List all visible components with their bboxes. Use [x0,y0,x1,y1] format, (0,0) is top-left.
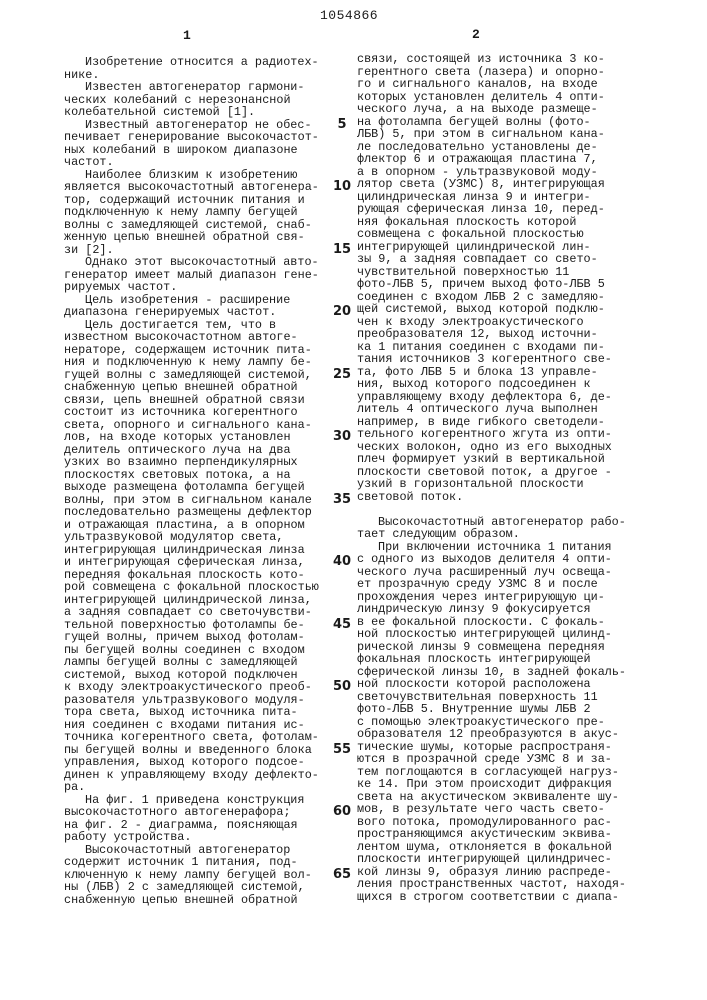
text-line: лентом шума, отклоняется в фокальной [357,841,667,854]
text-line: разователя ультразвукового модуля- [64,694,328,707]
text-line: точника когерентного света, фотолам- [64,731,328,744]
text-line: подключенную к нему лампу бегущей [64,206,328,219]
text-line: рой совмещена с фокальной плоскостью [64,581,328,594]
text-line: Цель достигается тем, что в [64,319,328,332]
text-line: системой, выход которой подключен [64,669,328,682]
line-number: 25 [331,369,353,382]
text-line: является высокочастотный автогенера- [64,181,328,194]
line-number: 65 [331,869,353,882]
text-line: частот. [64,156,328,169]
text-line: Наиболее близким к изобретению [64,169,328,182]
text-line: колебательной системой [1]. [64,106,328,119]
text-line: например, в виде гибкого светодели- [357,416,667,429]
text-line: лятор света (УЗМС) 8, интегрирующая [357,178,667,191]
text-line: фото-ЛБВ 5, причем выход фото-ЛБВ 5 [357,278,667,291]
text-line: ны (ЛБВ) 2 с замедляющей системой, [64,881,328,894]
text-line: герентного света (лазера) и опорно- [357,66,667,79]
text-line: а в опорном - ультразвуковой моду- [357,166,667,179]
text-line: щей системой, выход которой подклю- [357,303,667,316]
text-line: управляющему входу дефлектора 6, де- [357,391,667,404]
text-line: узких во взаимно перпендикулярных [64,456,328,469]
text-line: интегрирующей цилиндрической лин- [357,241,667,254]
text-line: интегрирующая цилиндрическая линза [64,544,328,557]
text-line: зы 9, а задняя совпадает со свето- [357,253,667,266]
text-line: ет прозрачную среду УЗМС 8 и после [357,578,667,591]
text-line: выходе размещена фотолампа бегущей [64,481,328,494]
text-line: последовательно размещены дефлектор [64,506,328,519]
text-line: тора света, выход источника пита- [64,706,328,719]
text-line: ле последовательно установлены де- [357,141,667,154]
text-line: соединен с входом ЛБВ 2 с замедляю- [357,291,667,304]
text-line: тор, содержащий источник питания и [64,194,328,207]
line-number: 50 [331,681,353,694]
text-line: Известный автогенератор не обес- [64,119,328,132]
text-line: на фиг. 2 - диаграмма, поясняющая [64,819,328,832]
text-line: кой линзы 9, образуя линию распреде- [357,866,667,879]
text-line: рующая сферическая линза 10, перед- [357,203,667,216]
text-line: делитель оптического луча на два [64,444,328,457]
text-line: света, опорного и сигнального кана- [64,419,328,432]
text-line: тем поглощаются в согласующей нагруз- [357,766,667,779]
text-line: интегрирующей цилиндрической линза, [64,594,328,607]
text-line: лампы бегущей волны с замедляющей [64,656,328,669]
text-line: ных колебаний в широком диапазоне [64,144,328,157]
text-line: образователя 12 преобразуются в акус- [357,728,667,741]
text-line: няя фокальная плоскость которой [357,216,667,229]
text-line: снабженную цепью внешней обратной [64,894,328,907]
text-line: зи [2]. [64,244,328,257]
text-line: с одного из выходов делителя 4 опти- [357,553,667,566]
text-line: Однако этот высокочастотный авто- [64,256,328,269]
text-line: преобразователя 12, выход источни- [357,328,667,341]
text-line: тания источников 3 когерентного све- [357,353,667,366]
text-line: плоскостях световых потока, а на [64,469,328,482]
text-line: диапазона генерируемых частот. [64,306,328,319]
text-line: флектор 6 и отражающая пластина 7, [357,153,667,166]
text-line: гущей волны с замедляющей системой, [64,369,328,382]
text-line: гущей волны, причем выход фотолам- [64,631,328,644]
text-line: рической линзы 9 совмещена передняя [357,641,667,654]
text-line: ния соединен с входами питания ис- [64,719,328,732]
text-line: которых установлен делитель 4 опти- [357,91,667,104]
line-number: 55 [331,744,353,757]
text-line: ключенную к нему лампу бегущей вол- [64,869,328,882]
text-line: ния и подключенную к нему лампу бе- [64,356,328,369]
text-line: передняя фокальная плоскость кото- [64,569,328,582]
text-line: ческих волокон, одно из его выходных [357,441,667,454]
patent-number: 1054866 [320,8,378,23]
text-line: плоскости интегрирующей цилиндричес- [357,853,667,866]
text-line: снабженную цепью внешней обратной [64,381,328,394]
text-line: ются в прозрачной среде УЗМС 8 и за- [357,753,667,766]
text-line: линдрическую линзу 9 фокусируется [357,603,667,616]
text-line: и интегрирующая сферическая линза, [64,556,328,569]
line-number: 20 [331,306,353,319]
line-number: 45 [331,619,353,632]
text-line: высокочастотного автогенерафора; [64,806,328,819]
text-line: пространяющимся акустическим эквива- [357,828,667,841]
text-line: и отражающая пластина, а в опорном [64,519,328,532]
text-line: женную цепью внешней обратной свя- [64,231,328,244]
text-line: Известен автогенератор гармони- [64,81,328,94]
text-line: тические шумы, которые распространя- [357,741,667,754]
text-line: волны с замедляющей системой, снаб- [64,219,328,232]
text-line: в ее фокальной плоскости. С фокаль- [357,616,667,629]
text-line: Цель изобретения - расширение [64,294,328,307]
text-line: печивает генерирование высокочастот- [64,131,328,144]
text-line: ной плоскости которой расположена [357,678,667,691]
text-line: пы бегущей волны и введенного блока [64,744,328,757]
text-line: на фотолампа бегущей волны (фото- [357,116,667,129]
text-line: связи, цепь внешней обратной связи [64,394,328,407]
text-line: ЛБВ) 5, при этом в сигнальном кана- [357,128,667,141]
text-line: к входу электроакустического преоб- [64,681,328,694]
text-line: содержит источник 1 питания, под- [64,856,328,869]
text-line: прохождения через интегрирующую ци- [357,591,667,604]
text-line: ультразвуковой модулятор света, [64,531,328,544]
text-line: известном высокочастотном автоге- [64,331,328,344]
text-line: ческих колебаний с нерезонансной [64,94,328,107]
text-line [357,503,667,516]
text-line: состоит из источника когерентного [64,406,328,419]
text-line: Высокочастотный автогенератор [64,844,328,857]
text-line: литель 4 оптического луча выполнен [357,403,667,416]
text-line: тельной поверхностью фотолампы бе- [64,619,328,632]
text-line: ческого луча расширенный луч освеща- [357,566,667,579]
text-line: го и сигнального каналов, на входе [357,78,667,91]
line-number: 60 [331,806,353,819]
text-line: нике. [64,69,328,82]
text-line: мов, в результате чего часть свето- [357,803,667,816]
text-line: лов, на входе которых установлен [64,431,328,444]
text-line: волны, при этом в сигнальном канале [64,494,328,507]
text-line: фото-ЛБВ 5. Внутренние шумы ЛБВ 2 [357,703,667,716]
text-line: ческого луча, а на выходе размеще- [357,103,667,116]
line-number: 35 [331,494,353,507]
text-line: узкий в горизонтальной плоскости [357,478,667,491]
text-line: плоскости световой поток, а другое - [357,466,667,479]
text-line: ной плоскостью интегрирующей цилинд- [357,628,667,641]
text-line: генератор имеет малый диапазон гене- [64,269,328,282]
line-number: 40 [331,556,353,569]
text-line: света на акустическом эквиваленте шу- [357,791,667,804]
text-line: та, фото ЛБВ 5 и блока 13 управле- [357,366,667,379]
left-text-column [64,56,328,906]
text-line: рируемых частот. [64,281,328,294]
text-line: ке 14. При этом происходит дифракция [357,778,667,791]
line-number: 10 [331,181,353,194]
text-line: На фиг. 1 приведена конструкция [64,794,328,807]
text-line: сферической линзы 10, в задней фокаль- [357,666,667,679]
text-line: Изобретение относится а радиотех- [64,56,328,69]
right-text-column [357,53,667,903]
page-number-left: 1 [183,28,191,43]
text-line: ления пространственных частот, находя- [357,878,667,891]
text-line: ния, выход которого подсоединен к [357,378,667,391]
line-number: 30 [331,431,353,444]
text-line: нераторе, содержащем источник пита- [64,344,328,357]
text-line: ка 1 питания соединен с входами пи- [357,341,667,354]
text-line: управления, выход которого подсое- [64,756,328,769]
text-line: вого потока, промодулированного рас- [357,816,667,829]
text-line: чен к входу электроакустического [357,316,667,329]
text-line: световой поток. [357,491,667,504]
text-line: фокальная плоскость интегрирующей [357,653,667,666]
text-line: щихся в строгом соответствии с диапа- [357,891,667,904]
text-line: ра. [64,781,328,794]
text-line: связи, состоящей из источника 3 ко- [357,53,667,66]
text-line: с помощью электроакустического пре- [357,716,667,729]
text-line: а задняя совпадает со светочувстви- [64,606,328,619]
text-line: совмещена с фокальной плоскостью [357,228,667,241]
text-line: светочувствительная поверхность 11 [357,691,667,704]
text-line: Высокочастотный автогенератор рабо- [357,516,667,529]
text-line: тает следующим образом. [357,528,667,541]
text-line: плеч формирует узкий в вертикальной [357,453,667,466]
text-line: работу устройства. [64,831,328,844]
text-line: цилиндрическая линза 9 и интегри- [357,191,667,204]
text-line: динен к управляющему входу дефлекто- [64,769,328,782]
line-number: 15 [331,244,353,257]
text-line: При включении источника 1 питания [357,541,667,554]
line-number: 5 [331,119,353,132]
text-line: тельного когерентного жгута из опти- [357,428,667,441]
page-number-right: 2 [472,27,480,42]
text-line: пы бегущей волны соединен с входом [64,644,328,657]
text-line: чувствительной поверхностью 11 [357,266,667,279]
